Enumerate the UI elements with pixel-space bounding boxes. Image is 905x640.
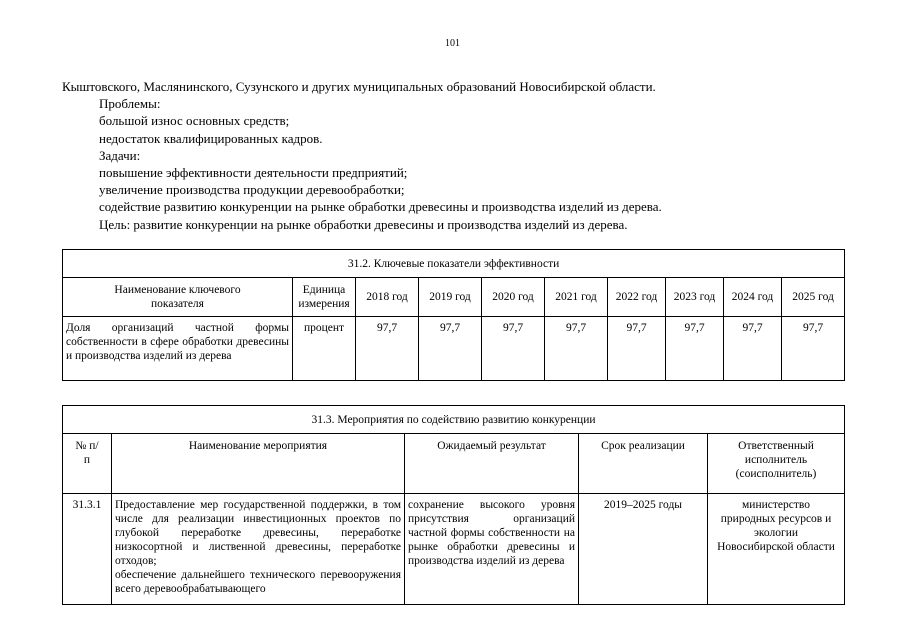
measure-number: 31.3.1 [63,494,112,605]
intro-line: Цель: развитие конкуренции на рынке обработки древесины и производства изделий из дерева. [99,216,628,232]
kpi-value: 97,7 [356,317,419,381]
kpi-header-year: 2020 год [482,278,545,317]
kpi-value: 97,7 [666,317,724,381]
measures-header-executor: Ответственный исполнитель (соисполнитель) [708,434,845,494]
measure-executor: министерство природных ресурсов и экологии Новосибирской области [708,494,845,605]
table-row [63,317,845,381]
kpi-value: 97,7 [724,317,782,381]
intro-line: недостаток квалифицированных кадров. [99,130,323,146]
kpi-header-year: 2025 год [782,278,845,317]
kpi-header-year: 2023 год [666,278,724,317]
measures-table-caption: 31.3. Мероприятия по содействию развитию конкуренции [63,406,845,434]
kpi-header-year: 2018 год [356,278,419,317]
measures-header-num: № п/п [63,434,112,494]
kpi-table-caption: 31.2. Ключевые показатели эффективности [63,250,845,278]
kpi-header-year: 2021 год [545,278,608,317]
kpi-header-unit: Единица измерения [293,278,356,317]
kpi-value: 97,7 [419,317,482,381]
intro-line: увеличение производства продукции деревообработки; [99,182,405,198]
intro-line: Проблемы: [99,96,161,112]
intro-line: Задачи: [99,147,141,163]
kpi-value: 97,7 [482,317,545,381]
intro-text [62,78,852,233]
measures-header-term: Срок реализации [579,434,708,494]
table-row [63,494,845,605]
kpi-value: 97,7 [782,317,845,381]
intro-line: большой износ основных средств; [99,113,290,129]
measure-name-part: обеспечение дальнейшего технического перевооружения всего деревообрабатывающего [115,569,401,595]
page-number: 101 [445,38,460,49]
kpi-indicator-name: Доля организаций частной формы собственности в сфере обработки древесины и производства изделий из дерева [63,317,293,381]
measure-name [112,494,405,605]
kpi-table [62,249,845,381]
kpi-header-name: Наименование ключевого показателя [63,278,293,317]
kpi-value: 97,7 [608,317,666,381]
kpi-header-year: 2022 год [608,278,666,317]
measure-name-part: Предоставление мер государственной поддержки, в том числе для реализации инвестиционных проектов по глубокой переработке древесины, переработке низкосортной и лиственной древесины, переработке отходов; [115,499,401,567]
kpi-header-year: 2024 год [724,278,782,317]
kpi-value: 97,7 [545,317,608,381]
intro-line: содействие развитию конкуренции на рынке обработки древесины и производства изделий из дерева. [99,199,662,215]
kpi-header-year: 2019 год [419,278,482,317]
measures-header-result: Ожидаемый результат [405,434,579,494]
intro-line: повышение эффективности деятельности предприятий; [99,165,408,181]
kpi-unit: процент [293,317,356,381]
measures-table [62,405,845,605]
measures-header-name: Наименование мероприятия [112,434,405,494]
measure-result: сохранение высокого уровня присутствия организаций частной формы собственности на рынке обработки древесины и производства изделий из дерева [405,494,579,605]
intro-line: Кыштовского, Маслянинского, Сузунского и других муниципальных образований Новосибирской области. [62,79,656,94]
measure-term: 2019–2025 годы [579,494,708,605]
